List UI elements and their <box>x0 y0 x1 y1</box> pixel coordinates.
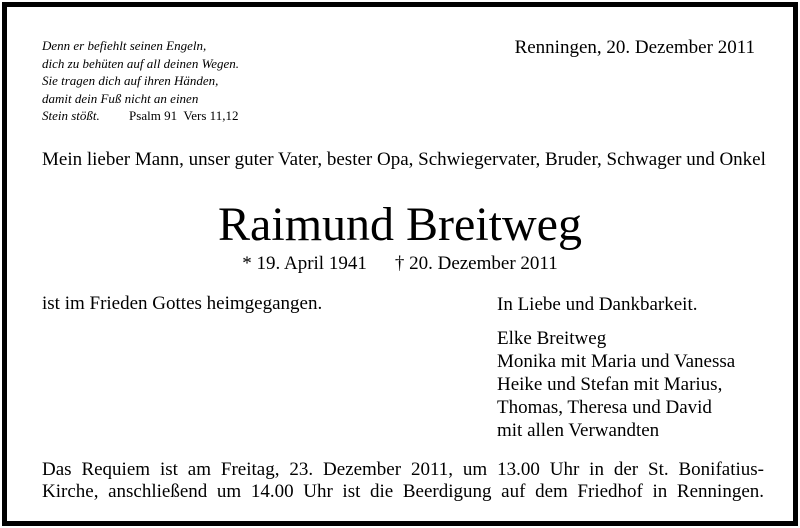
deceased-name: Raimund Breitweg <box>218 198 582 251</box>
obituary-notice <box>2 2 798 526</box>
birth-date: * 19. April 1941 <box>242 253 367 274</box>
mourner-name: Thomas, Theresa und David <box>497 397 712 418</box>
mourner-name: mit allen Verwandten <box>497 420 660 441</box>
spacer <box>497 316 735 327</box>
psalm-last-line <box>42 107 239 125</box>
death-date: † 20. Dezember 2011 <box>394 253 558 274</box>
psalm-reference: Psalm 91 Vers 11,12 <box>129 108 239 123</box>
psalm-line: damit dein Fuß nicht an einen <box>42 90 199 106</box>
intro-text: Mein lieber Mann, unser guter Vater, bester Opa, Schwiegervater, Bruder, Schwager und Onkel <box>42 149 766 170</box>
mourner-name: Monika mit Maria und Vanessa <box>497 351 736 372</box>
psalm-quote <box>42 37 239 125</box>
mourner-name: Elke Breitweg <box>497 328 607 349</box>
psalm-line: Stein stößt. <box>42 108 100 123</box>
mourners-block <box>497 293 735 442</box>
requiem-line: Das Requiem ist am Freitag, 23. Dezember 2011, um 13.00 Uhr in der St. Bonifatius- <box>42 459 764 480</box>
psalm-line: Denn er befiehlt seinen Engeln, <box>42 38 207 53</box>
place-and-date: Renningen, 20. Dezember 2011 <box>514 37 755 58</box>
passed-away-text: ist im Frieden Gottes heimgegangen. <box>42 293 323 314</box>
mourners-heading: In Liebe und Dankbarkeit. <box>497 294 698 315</box>
mourner-name: Heike und Stefan mit Marius, <box>497 374 723 395</box>
requiem-notice <box>42 459 764 503</box>
requiem-line: Kirche, anschließend um 14.00 Uhr ist die Beerdigung auf dem Friedhof in Renningen. <box>42 481 764 502</box>
life-dates <box>7 253 793 275</box>
psalm-line: dich zu behüten auf all deinen Wegen. <box>42 55 240 71</box>
psalm-line: Sie tragen dich auf ihren Händen, <box>42 73 219 88</box>
